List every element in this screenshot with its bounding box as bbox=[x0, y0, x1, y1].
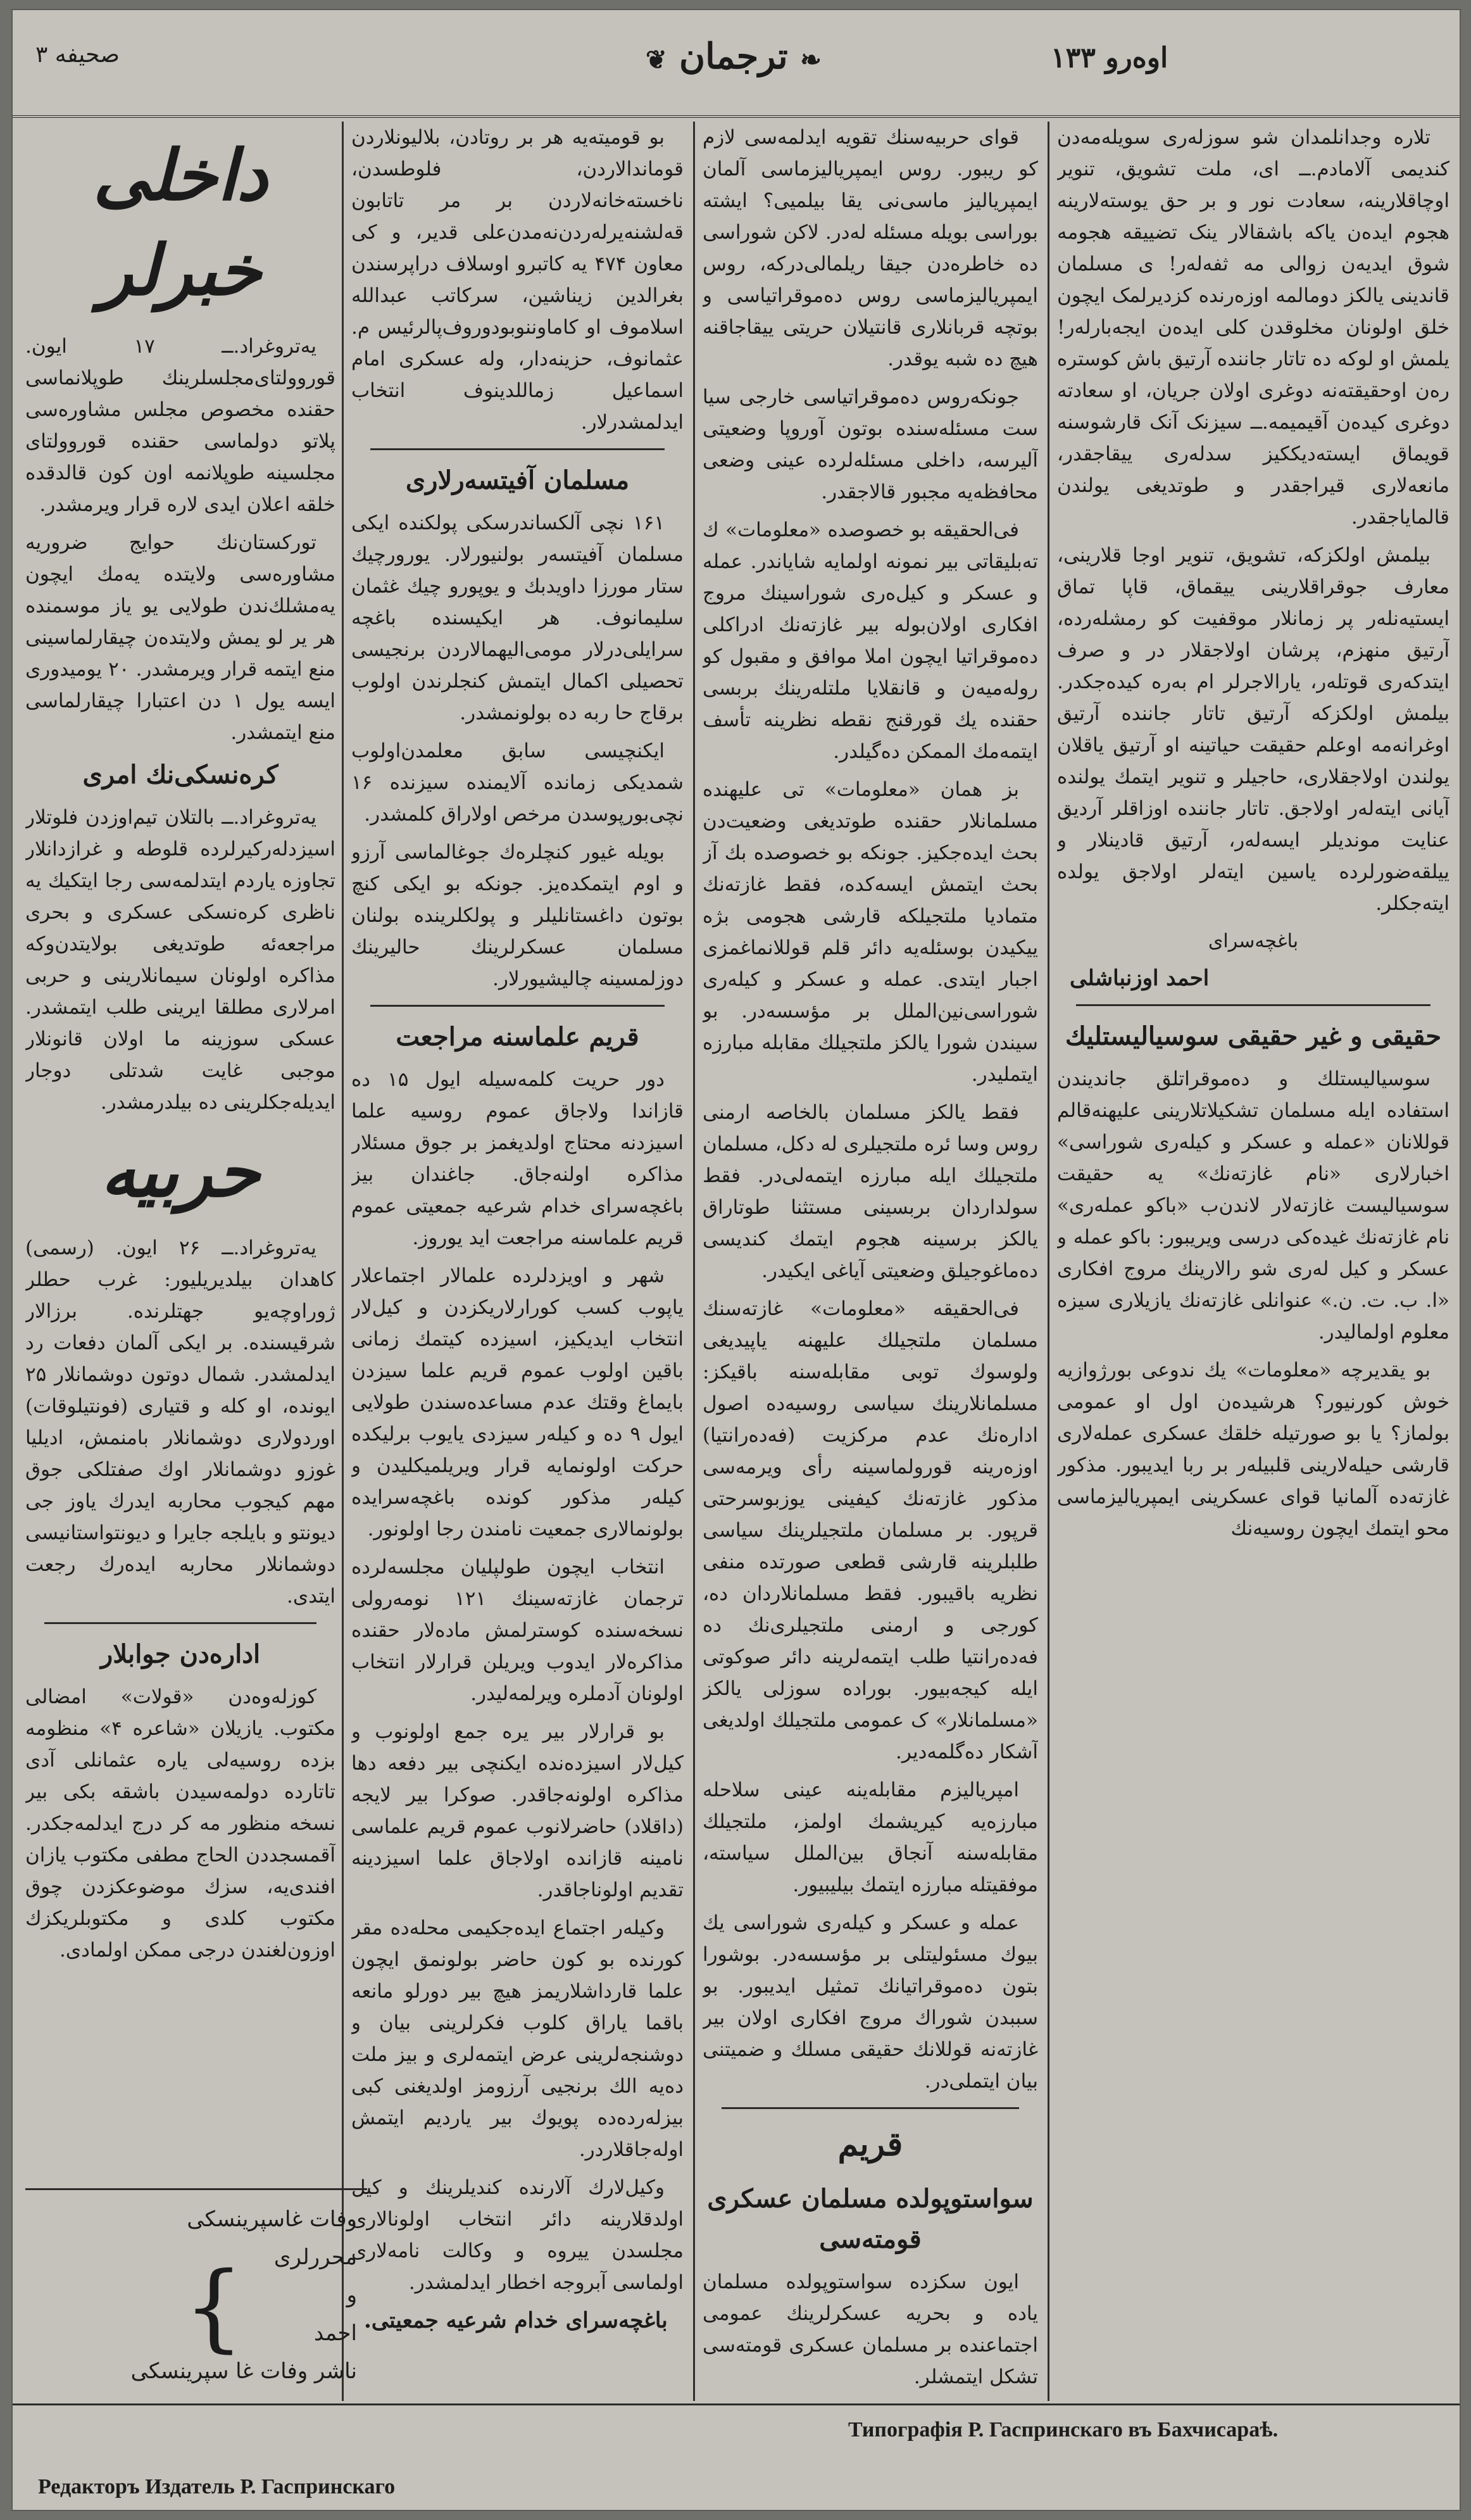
article-title: مسلمان آفیتسەرلاری bbox=[405, 465, 630, 495]
col3-paragraph: انتخاب ایچون طولپلیان مجلسه‌لرده ترجمان غازته‌سینك ۱۲۱ نومەرولی نسخه‌سنده کوسترلمش مادەلار حقنده مذاکرەلار ایدوب ویریلن قرارلار انتخاب اولونان آدملره ویرلمه‌لیدر. bbox=[351, 1556, 684, 1705]
page-header bbox=[13, 10, 1460, 118]
obituary-line: احمد bbox=[314, 2321, 357, 2346]
newspaper-page bbox=[11, 9, 1461, 2511]
obituary-line: ناشر وفات غا سپرینسکی bbox=[130, 2359, 357, 2384]
col2-paragraph: بز همان «معلومات» تی علیهنده مسلمانلار حقنده طوتدیغی وضعیت‌دن بحث ایدەجکیز. جونکه بو خصوصده بك آز بحث ایتمش ایسه‌کده، فقط غازته‌نك متمادیا ملتجیلکه قارشی هجومی بژه ییکیدن بوسئله‌یه دائر قلم قوللانماغمزی اجبار ایتدی. عمله و عسکر و کیلەری شوراسی‌نین‌الملل بر مؤسسه‌در. بو سیندن شورا یالکز ملتجیلك مقابله مبارزه ایتملیدر. bbox=[703, 778, 1038, 1086]
column-1 bbox=[1057, 122, 1449, 2401]
ornament-left-icon: ❦ bbox=[646, 45, 667, 75]
divider bbox=[722, 2107, 1019, 2109]
column-3 bbox=[351, 122, 684, 2401]
column-rule bbox=[693, 122, 695, 2401]
signature: احمد اوزنباشلی bbox=[1070, 966, 1210, 991]
ornament-right-icon: ❧ bbox=[800, 45, 822, 75]
col2-paragraph: فی‌الحقیقه «معلومات» غازته‌سنك مسلمان ملتجیلك علیهنه یاپیدیغی ولوسوك توبی مقابله‌سنه باقیکز: مسلمانلارینك سیاسی روسیه‌ده اصول ادارەنك عدم مرکزیت (فەدەرانتیا) اوزەرینه قورولماسینه رأی ویرمه‌سی مذکور غازته‌نك کیفینی یوزبوسرحتی قرپور. بر مسلمان ملتجیلرینك سیاسی طلبلرینه قارشی قطعی صورتده منفی نظریه باقیبور. فقط مسلمانلاردان ده، کورجی و ارمنی ملتجیلری‌نك ده فەدەرانتیا طلب ایتمەلرینه دائر صوکوتی ایله کیجه‌بیور. بوراده سوزلی یالکز «مسلمانلار» ک عمومی ملتجیلك اولدیغی آشکار ده‌گلمه‌دیر. bbox=[703, 1297, 1038, 1763]
col4-paragraph: یه‌تروغراد.ــ ۱۷ ایون. قوروولتای‌مجلسلرینك طوپلانماسی حقنده مخصوص مجلس مشاورەسی پلاتو دولماسی حقنده‌ قوروولتای مجلسینه طوپلانمه اون کون قالدقده خلقه اعلان ایدی لاره قرار ویرمشدر. bbox=[25, 335, 335, 516]
column-2 bbox=[703, 122, 1038, 2401]
col1-paragraph: تلاره وجدانلمدان شو سوزلەری سویلەمەدن کنديمی آلامادم.ــ ای، ملت تشویق، تنویر اوچاقلارینه، سعادت نور و بر حق یوسته‌لارینه هجوم ایدەن یاکه باشقالار ینک تضییقه هجومه شوق ایدیەن زوالی مه ثفەلەر! ی مسلمان قاندینی یالکز دومالمه اوزەرنده کزدیرلمک ایچون خلق اولونان مخلوقدن کلی ایدەن ایجه‌بارلەر! یلمش او لوکه ده تاتار جاننده آرتیق باش کوسترە رەن اوحقیقتەنه دوغری اولان جریان، او سعادتە دوغری کیدەن آقیمیمه.ــ سیزنک آنک قارشوسنە قویماق ایستەدیککیز سدلەری ییقاجقدر، مانعەلاری قیراجقدر و طوتدیغی یولندن قالمایاجقدر. bbox=[1057, 126, 1449, 529]
col3-paragraph: ۱۶۱ نچی آلکساندرسکی پولکنده ایکی مسلمان آفیتسەر بولنیورلار. یورورچیك ستار مورزا داویدبك و یوپورو چیك غثمان سلیمانوف. هر ایکیسنده باغچه سرایلی‌درلار مومی‌الیهمالاردن برنجیسی تحصیلی اکمال ایتمش کنجلرندن اولوب برقاج حا ربه ده بولونمشدر. bbox=[351, 512, 684, 724]
printer-imprint: Типографія Р. Гаспринскаго въ Бахчисараѣ. bbox=[848, 2418, 1279, 2441]
masthead bbox=[646, 35, 822, 77]
page-footer bbox=[13, 2403, 1460, 2511]
section-heading-war: حربیه bbox=[101, 1131, 260, 1213]
col2-paragraph: قوای حربیه‌سنك تقویه ایدلمه‌سی لازم کو ریبور. روس ایمپریالیزماسی آلمان ایمپریالیز ماسی‌نی یقا بیلمیی؟ ایشته بوراسی بویله مسئله لەدر. لاکن شوراسی ده خاطره‌دن جیقا ریلمالی‌دركه، روس ایمپریالیزماسی روس دەموقراتیاسی و بوتچه قربانلاری قانتیلان حریتی ییقاجاقنه هیچ ده شبه یوقدر. bbox=[703, 126, 1038, 370]
divider bbox=[370, 1005, 665, 1007]
col3-paragraph: وکیلەر اجتماع ایدەجکیمی محله‌ده مقر کورنده بو کون حاضر بولونمق ایچون علما قارداشلاریمز هیچ بیر دورلو مانعه باقما یاراق کلوب فکرلرینی بیان و دوشنجه‌لرینی عرض ایتمەلری و بیز ملت ده‌یه الك برنجیی آرزومز اولدیغنی کبی بیزلەرده‌ده پویوك بیر یاردیم ایتمش اوله‌جاقلاردر. bbox=[351, 1917, 684, 2161]
obituary-line: وفات غاسپرینسکی bbox=[187, 2207, 357, 2232]
article-title: سواستوپولده مسلمان عسکری قومتەسی bbox=[707, 2184, 1034, 2254]
col3-paragraph: بو قومیته‌یه هر بر روتادن، بلالیونلاردن قوماندالاردن، فلوطسدن، ناخسته‌خانه‌لاردن بر مر تاتابون قەلشنەیرلەردن‌نەمدن‌علی قدیر، و کی معاون ۴۷۴ یه کاتبرو اوسلاف دراپرسندن بغرالدین زیناشین، سرکاتب عبدالله اسلاموف او کاماوننوبودوروف‌پالرئيس م. عثمانوف، حزینه‌دار، وله عسکری امام اسماعیل زماللدینوف انتخاب ایدلمشدرلار. bbox=[351, 126, 684, 434]
col2-paragraph: جونکه‌روس دەموقراتیاسی خارجی سیا ست مسئله‌سنده بوتون آوروپا وضعیتی آلیرسه، داخلی مسئله‌لرده عینی وضعی محافظه‌یه مجبور قالاجقدر. bbox=[703, 386, 1038, 503]
divider bbox=[44, 1622, 316, 1624]
col4-paragraph: کوزلەوەدن «قولات» امضالی مکتوب. یازیلان «شاعره ۴» منظومه بزده روسیه‌لی یاره عثمانلی آدی تاتارده دولمه‌سیدن باشقه بکی بیر نسخه منظور مه کر درج ایدلمەجکدر. آقمسجددن الحاج مطفی مکتوب یازان افندی‌یه، سزك موضوعکزدن چوق مکتوب کلدی و مکتوبلریکزك اوزون‌لغندن درجی ممکن اولمادی. bbox=[25, 1685, 335, 1962]
col4-paragraph: یه‌تروغراد.ــ ۲۶ ایون. (رسمی) کاهدان بیلدیریلیور: غرب حطلر ژوراوچه‌یو جهتلرنده. برزالار شرقیسنده. بر ایکی آلمان دفعات رد ایدلمشدر. شمال دوتون دوشمانلار ۲۵ ایونده، او کله و قتیاری (فونتیلوقات) اوردولاری دوشمانلار بامنمش، ادیلیا غوزو دوشمانلار اوك صفتلکی جوق مهم کیجوب محاربه ایدرك یاوز جی دیونتو و بایلجه جایرا و دیونتو‌استانیسی دوشمانلار محاربه ایده‌رك رجعت ایتدی. bbox=[25, 1237, 335, 1608]
column-rule bbox=[1048, 122, 1049, 2401]
brace-icon: } bbox=[184, 2252, 244, 2362]
obituary-line: محررلری bbox=[273, 2245, 357, 2270]
article-title: کرەنسکی‌نك امری bbox=[82, 760, 279, 790]
col2-paragraph: فقط یالکز مسلمان بالخاصه ارمنی روس وسا ئره ملتجیلری له دکل، مسلمان ملتجیلك ایله مبارزه ایتمه‌لی‌در. فقط سولداردان بربسینی مستثنا طوتاراق یالکز برسینه هجوم ایتمك کندیسی دەماغوجیلق وضعیتی آیاغی ایکیدر. bbox=[703, 1101, 1038, 1282]
section-heading-crimea: قریم bbox=[837, 2125, 903, 2164]
col3-paragraph: وکیل‌لارك آلارنده کندیلرینك و کیل اولدقلارینه دائر انتخاب اولونالاری مجلسدن ییروه و وکالت نامه‌لاری اولماسی آبروجه اخطار ایدلمشدر. bbox=[351, 2176, 684, 2294]
section-heading-domestic-news: داخلی خبرلر bbox=[93, 134, 268, 311]
page-number: اوه‌رو ۱۳۳ bbox=[1051, 42, 1168, 74]
col4-paragraph: یه‌تروغراد.ــ بالتلان تیم‌اوزدن فلوتلار اسیزدلەرکیرلرده قلوطه و غرازدانلار تجاوزه یاردم ایتدلمه‌سی رجا ایتکیك یه ناظری کرەنسکی عسکری و بحری مراجعه‌ئه طوتدیغی بولایتدن‌وکه مذاکره اولونان سیمانلارینی و حربی امرلاری مطلقا ایرینی طلب ایتمشدر. عسکی سوزینه ما اولان قانونلار موجبی غایت شدتلی دوجار ایدیله‌جکلرینی ده بیلدرمشدر. bbox=[25, 806, 335, 1114]
col2-paragraph: ایون سکزده سواستوپولده مسلمان یاده و بحریه عسکرلرینك عمومی اجتماعنده بر مسلمان عسکری قومتەسی تشکل ایتمشلر. bbox=[703, 2271, 1038, 2388]
column-rule bbox=[342, 122, 344, 2401]
signature-place: باغچه‌سرای bbox=[1208, 930, 1299, 952]
col1-paragraph: بیلمش اولکزکە، تشویق، تنویر اوجا قلارینی، معارف جوقراقلارینی ییقماق، قاپا تماق ایستیەنلەر پر زمانلار موقفیت کو رمشلەردە، آرتیق منهزم، پرشان اولاجقلار در و صرف ایتدکەری قوتلەر، یارالاجرلر ام بەره کیده‌جکدر. بیلمش اولکزکە آرتیق تاتار جاننده آرتیق اوغرانەمه اوعلم حقیقت حیاتینە او آرتیق یاقلان یولندن اولاجقلاری، حاجیلر و تنویر ایتمك یولندە آیانی ایتەلەر اولاجق. تاتار جاننده اوزاقلر آردیق عنایت موندیلر ایسەلەر، آرتیق قادینلار و ییلقه‌ضورلردە یاسین ایتەلر اولاجق یولدە ایتەجکلر. bbox=[1057, 544, 1449, 915]
article-title: ادارەدن جوابلار bbox=[100, 1639, 261, 1669]
col1-paragraph: بو یقدیرچه «معلومات» یك ندوعی بورژوازیه خوش کورنیور؟ هرشیدەن اول او عمومی بولماز؟ یا بو صورتیله خلقك عسکری عمله‌لاری قارشی حیلەلارینی قلبیلەر بر ربا ایدیبور. مذکور غازته‌ده آلمانیا قوای عسکرینی ایمپریالیزماسی محو ایتمك ایچون روسیه‌نك bbox=[1057, 1359, 1449, 1540]
obituary-box bbox=[25, 2188, 367, 2397]
col3-paragraph: بویله غیور کنچلرەك جوغالماسی آرزو و اوم ایتمکده‌یز. جونکه بو ایکی کنچ بوتون داغستانلیلر و پولکلرینده بولنان مسلمان عسکرلرینك حالیرینك دوزلمسینه چالیشیورلار. bbox=[351, 841, 684, 990]
col3-paragraph: دور حریت کلمه‌سیله ایول ۱۵ ده قازاندا ولاجاق عموم روسیه علما اسیزدنه محتاج اولدیغمز بر جوق مسئلار مذاکره اولنه‌جاق. جاغندان بیز باغچه‌سرای خدام شرعیه جمعیتی عموم قریم علماسنه مراجعت اید یوروز. bbox=[351, 1068, 684, 1249]
article-title: قریم علماسنه مراجعت bbox=[396, 1022, 639, 1052]
column-4 bbox=[25, 122, 335, 2179]
signature: باغچه‌سرای خدام شرعیه جمعیتی. bbox=[364, 2308, 668, 2333]
col3-paragraph: بو قرارلار بیر یره جمع اولونوب و کیل‌لار اسیزده‌نده ایکنچی بیر دفعه دها مذاکره اولونه‌جاقدر. صوکرا بیر لایجه (داقلاد) حاضرلانوب عموم قریم علماسی نامینه قازانده اولاجاق علما اسیزدینه تقدیم اولوناجاقدر. bbox=[351, 1720, 684, 1901]
col4-paragraph: تورکستان‌نك حوایج ضروریه مشاورەسی ولایتده یه‌مك ایچون یه‌مشلك‌ندن طولایی یو یاز موسمنده هر یر لو یمش ولایتدەن چیقارلماسینی منع ایتمه قرار ویرمشدر. ۲۰ یومیدوری ایسه یول ۱ دن اعتبارا چیقارلماسی منع ایتمشدر. bbox=[25, 531, 335, 744]
divider bbox=[370, 448, 665, 450]
col3-paragraph: شهر و اویزدلرده علمالار اجتماعلار یاپوب کسب کورارلاریکزدن و کیل‌لار انتخاب ایدیکیز، اسیزده کیتمك زمانی باقین اولوب عموم قریم علما سیزدن بایماغ وقتك عدم مساعده‌سندن طولایی ایول ۹ ده و کیلەر سیزدی یایوب برلیکده حرکت اولونمایه قرار ویریلمیکلیدن و کیلەر مذکور کونده باغچه‌سرایده بولونمالاری جمعیت نامندن رجا اولونور. bbox=[351, 1264, 684, 1540]
col2-paragraph: فی‌الحقیقه بو خصوصده «معلومات» ك تەبلیقاتی بیر نمونه اولمایه شایاندر. عمله و عسکر و کیل‌ەری شوراسینك مروج افکاری اولان‌بوله بیر غازته‌نك ادراکلی دەموقراتیا ایچون املا موافق و مقبول کو رولەمیەن و قانقلایا ملتلەرینك بربسی حقنده یك قورقنج نقطه نظرینه تأسف ایتمەمك الممکن دەگیلدر. bbox=[703, 519, 1038, 763]
col2-paragraph: امپریالیزم مقابله‌ینه عینی سلاحله مبارزه‌یه کیریشمك اولمز، ملتجیلك مقابله‌سنه آنجاق بین‌الملل سیاسته، موفقیتله مبارزه ایتمك بیلیبیور. bbox=[703, 1779, 1038, 1896]
left-page-mark: صحیفه ۳ bbox=[35, 42, 120, 68]
masthead-title: ترجمان bbox=[679, 35, 788, 77]
col1-paragraph: سوسیالیستلك و دەموقراتلق جاندیندن استفاده ایله مسلمان تشکیلاتلارینی علیهنه‌قالم قوللانان «عمله و عسکر و کیلەری شوراسی» اخبارلاری «نام غازته‌نك» یه حقیقت سوسیالیست غازته‌لار لاندن‌ب «باکو عمله‌ری» نام غازته‌نك غیده‌کی درسی ویریبور: باکو عمله و عسکر و کیل لەری شو رالارینك مروج افکاری «ا. ب. ت. ن.» عنوانلی غازته‌نك یازیلاری سیزه معلوم اولمالیدر. bbox=[1057, 1068, 1449, 1344]
article-title: حقیقی و غیر حقیقی سوسیالیستلیك bbox=[1065, 1021, 1442, 1051]
col2-paragraph: عمله و عسکر و کیلەری شوراسی یك بیوك مسئولیتلی بر مؤسسه‌در. بوشورا بتون دەموقراتیانك تمثیل ایدیبور. بو سببدن شوراك مروج افکاری اولان بیر غازته‌نه قوللانك حقیقی مسلك و ضمیتنی بیان ایتملی‌در. bbox=[703, 1912, 1038, 2093]
col3-paragraph: ایکنچیسی سابق معلمدن‌اولوب شمدیکی زمانده آلایمنده سیزنده ۱۶ نچی‌بورپوسدن مرخص اولاراق کلمشدر. bbox=[351, 740, 684, 826]
divider bbox=[1076, 1004, 1430, 1006]
obituary-line: و bbox=[346, 2283, 357, 2308]
editor-imprint: Редакторъ Издатель Р. Гаспринскаго bbox=[38, 2475, 396, 2498]
